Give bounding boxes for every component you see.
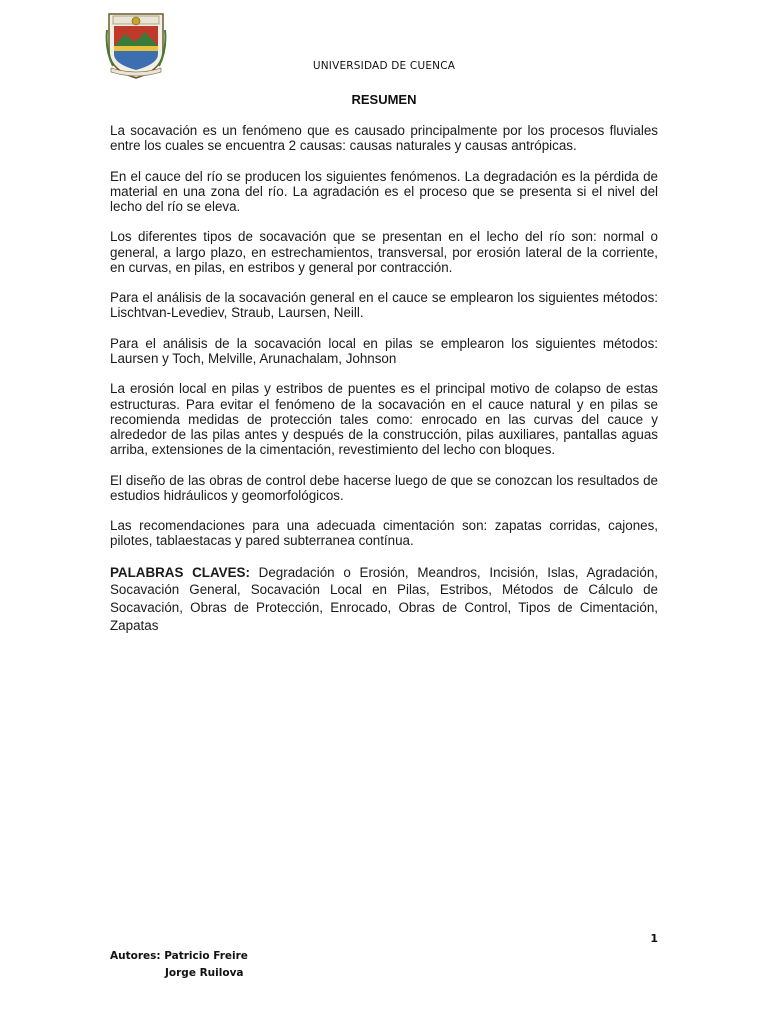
authors-line-1: Autores: Patricio Freire bbox=[110, 950, 248, 962]
authors-line-2: Jorge Ruilova bbox=[165, 967, 244, 979]
paragraph-8: Las recomendaciones para una adecuada cimentación son: zapatas corridas, cajones, pilotes, tablaestacas y pared subterranea contínua. bbox=[110, 518, 658, 549]
abstract-body bbox=[110, 123, 658, 649]
university-name: UNIVERSIDAD DE CUENCA bbox=[312, 60, 456, 72]
page-title: RESUMEN bbox=[351, 92, 417, 107]
keywords-text: Degradación o Erosión, Meandros, Incisión, Islas, Agradación, Socavación General, Socavación Local en Pilas, Estribos, Métodos de Cálculo de Socavación, Obras de Protección, Enrocado, Obras de Control, Tipos de Cimentación, Zapatas bbox=[110, 564, 658, 633]
keywords bbox=[110, 564, 658, 634]
paragraph-7: El diseño de las obras de control debe hacerse luego de que se conozcan los resultados de estudios hidráulicos y geomorfológicos. bbox=[110, 472, 658, 503]
paragraph-5: Para el análisis de la socavación local en pilas se emplearon los siguientes métodos: Laursen y Toch, Melville, Arunachalam, Johnson bbox=[110, 335, 658, 366]
paragraph-1: La socavación es un fenómeno que es causado principalmente por los procesos fluviales entre los cuales se encuentra 2 causas: causas naturales y causas antrópicas. bbox=[110, 123, 658, 154]
authors-block bbox=[110, 948, 248, 982]
paragraph-6: La erosión local en pilas y estribos de puentes es el principal motivo de colapso de estas estructuras. Para evitar el fenómeno de la socavación en el cauce natural y en pilas se recomienda medidas de protección tales como: enrocado en las curvas del cauce y alrededor de las pilas antes y después de la construcción, pilas auxiliares, pantallas aguas arriba, extensiones de la cimentación, revestimiento del lecho con bloques. bbox=[110, 381, 658, 458]
page-number: 1 bbox=[650, 932, 658, 945]
keywords-label: PALABRAS CLAVES: bbox=[110, 564, 250, 580]
paragraph-4: Para el análisis de la socavación general en el cauce se emplearon los siguientes métodos: Lischtvan-Levediev, Straub, Laursen, Neill. bbox=[110, 290, 658, 321]
paragraph-3: Los diferentes tipos de socavación que se presentan en el lecho del río son: normal o general, a largo plazo, en estrechamientos, transversal, por erosión lateral de la corriente, en curvas, en pilas, en estribos y general por contracción. bbox=[110, 229, 658, 275]
paragraph-2: En el cauce del río se producen los siguientes fenómenos. La degradación es la pérdida de material en una zona del río. La agradación es el proceso que se presenta si el nivel del lecho del río se eleva. bbox=[110, 168, 658, 214]
